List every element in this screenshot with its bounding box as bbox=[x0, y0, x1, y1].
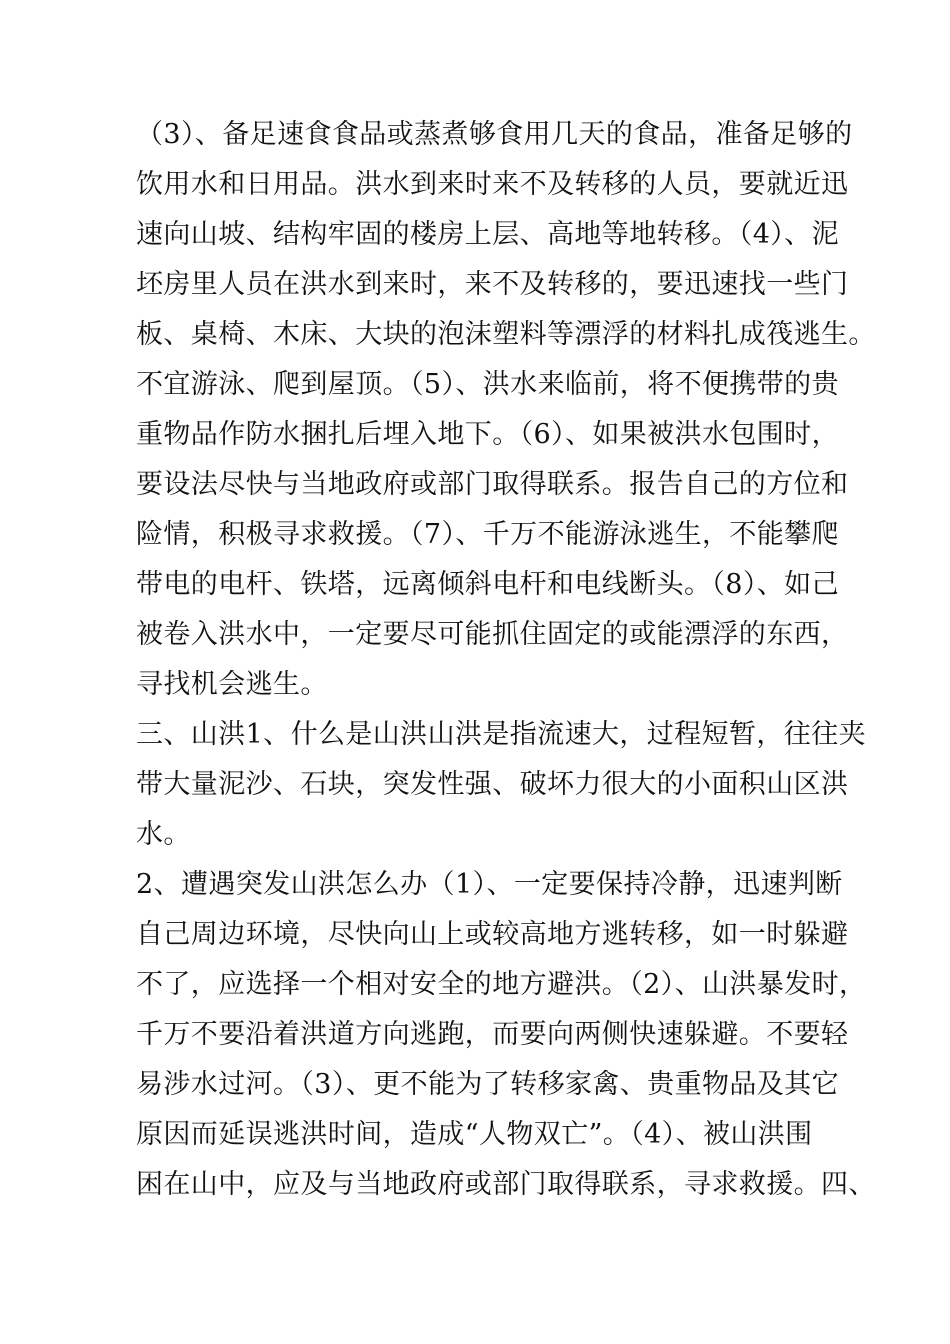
text-line-1: （3）、备足速食食品或蒸煮够食用几天的食品，准备足够的 bbox=[136, 119, 853, 150]
text-line-20: 易涉水过河。（3）、更不能为了转移家禽、贵重物品及其它 bbox=[136, 1069, 839, 1100]
text-line-3: 速向山坡、结构牢固的楼房上层、高地等地转移。（4）、泥 bbox=[136, 219, 839, 250]
text-line-21: 原因而延误逃洪时间，造成“人物双亡”。（4）、被山洪围 bbox=[136, 1119, 813, 1150]
text-line-18: 不了，应选择一个相对安全的地方避洪。（2）、山洪暴发时， bbox=[136, 969, 867, 1000]
text-line-16: 2、遭遇突发山洪怎么办（1）、一定要保持冷静，迅速判断 bbox=[136, 869, 843, 900]
text-line-5: 板、桌椅、木床、大块的泡沫塑料等漂浮的材料扎成筏逃生。 bbox=[136, 319, 876, 350]
text-line-11: 被卷入洪水中，一定要尽可能抓住固定的或能漂浮的东西， bbox=[136, 619, 849, 650]
text-line-13: 三、山洪1、什么是山洪山洪是指流速大，过程短暂，往往夹 bbox=[136, 719, 866, 750]
text-line-12: 寻找机会逃生。 bbox=[136, 669, 328, 700]
text-line-7: 重物品作防水捆扎后埋入地下。（6）、如果被洪水包围时， bbox=[136, 419, 839, 450]
text-line-4: 坯房里人员在洪水到来时，来不及转移的，要迅速找一些门 bbox=[136, 269, 849, 300]
text-line-22: 困在山中，应及与当地政府或部门取得联系，寻求救援。四、 bbox=[136, 1169, 876, 1200]
text-line-19: 千万不要沿着洪道方向逃跑，而要向两侧快速躲避。不要轻 bbox=[136, 1019, 849, 1050]
text-line-8: 要设法尽快与当地政府或部门取得联系。报告自己的方位和 bbox=[136, 469, 849, 500]
text-line-9: 险情，积极寻求救援。（7）、千万不能游泳逃生，不能攀爬 bbox=[136, 519, 839, 550]
text-line-2: 饮用水和日用品。洪水到来时来不及转移的人员，要就近迅 bbox=[136, 169, 849, 200]
text-line-15: 水。 bbox=[136, 819, 191, 850]
text-line-6: 不宜游泳、爬到屋顶。（5）、洪水来临前，将不便携带的贵 bbox=[136, 369, 839, 400]
text-line-10: 带电的电杆、铁塔，远离倾斜电杆和电线断头。（8）、如己 bbox=[136, 569, 839, 600]
text-line-17: 自己周边环境，尽快向山上或较高地方逃转移，如一时躲避 bbox=[136, 919, 849, 950]
text-line-14: 带大量泥沙、石块，突发性强、破坏力很大的小面积山区洪 bbox=[136, 769, 849, 800]
